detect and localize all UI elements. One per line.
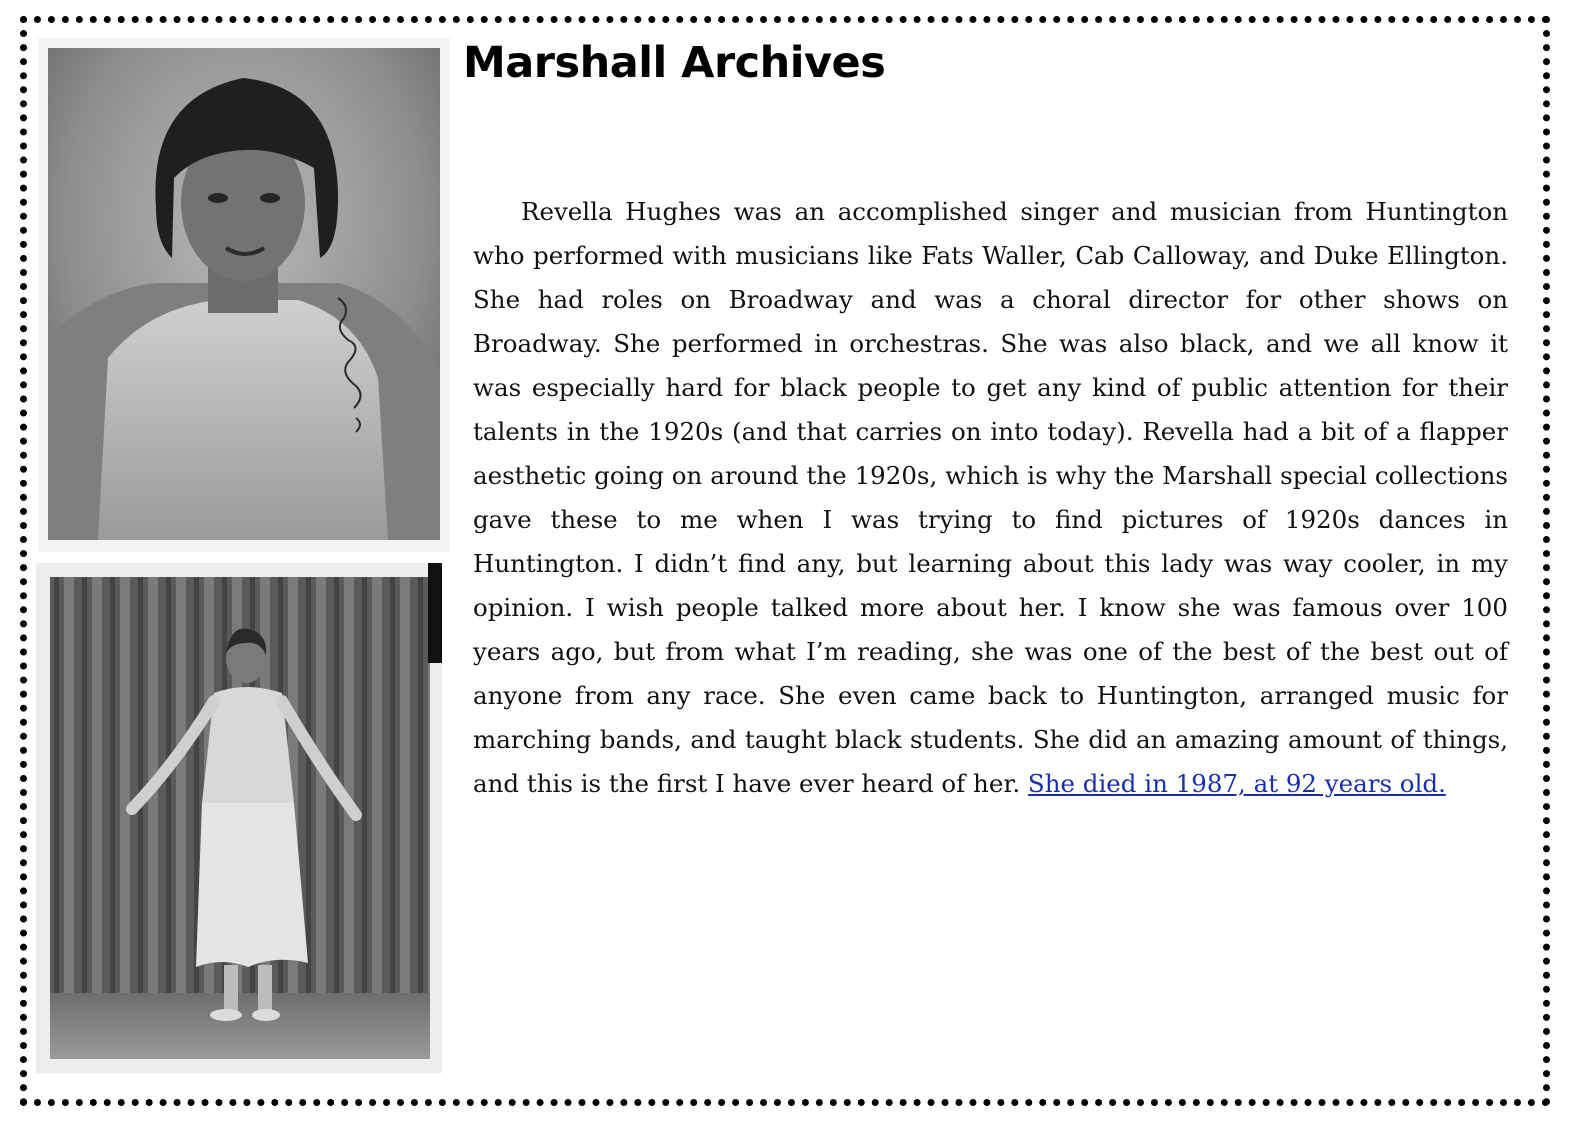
- full-length-photo-image: [36, 563, 442, 1073]
- death-info-link[interactable]: She died in 1987, at 92 years old.: [1027, 769, 1446, 798]
- page-title: Marshall Archives: [463, 38, 886, 88]
- portrait-photo-image: [38, 38, 450, 552]
- article-paragraph: [473, 190, 1508, 806]
- portrait-photo: [38, 38, 450, 552]
- article-body-text: Revella Hughes was an accomplished singer and musician from Huntington who performed with musicians like Fats Waller, Cab Calloway, and Duke Ellington. She had roles on Broadway and was a choral director for other shows on Broadway. She performed in orchestras. She was also black, and we all know it was especially hard for black people to get any kind of public attention for their talents in the 1920s (and that carries on into today). Revella had a bit of a flapper aesthetic going on around the 1920s, which is why the Marshall special collections gave these to me when I was trying to find pictures of 1920s dances in Huntington. I didn’t find any, but learning about this lady was way cooler, in my opinion. I wish people talked more about her. I know she was famous over 100 years ago, but from what I’m reading, she was one of the best of the best out of anyone from any race. She even came back to Huntington, arranged music for marching bands, and taught black students. She did an amazing amount of things, and this is the first I have ever heard of her.: [473, 197, 1508, 798]
- full-length-photo: [36, 563, 442, 1073]
